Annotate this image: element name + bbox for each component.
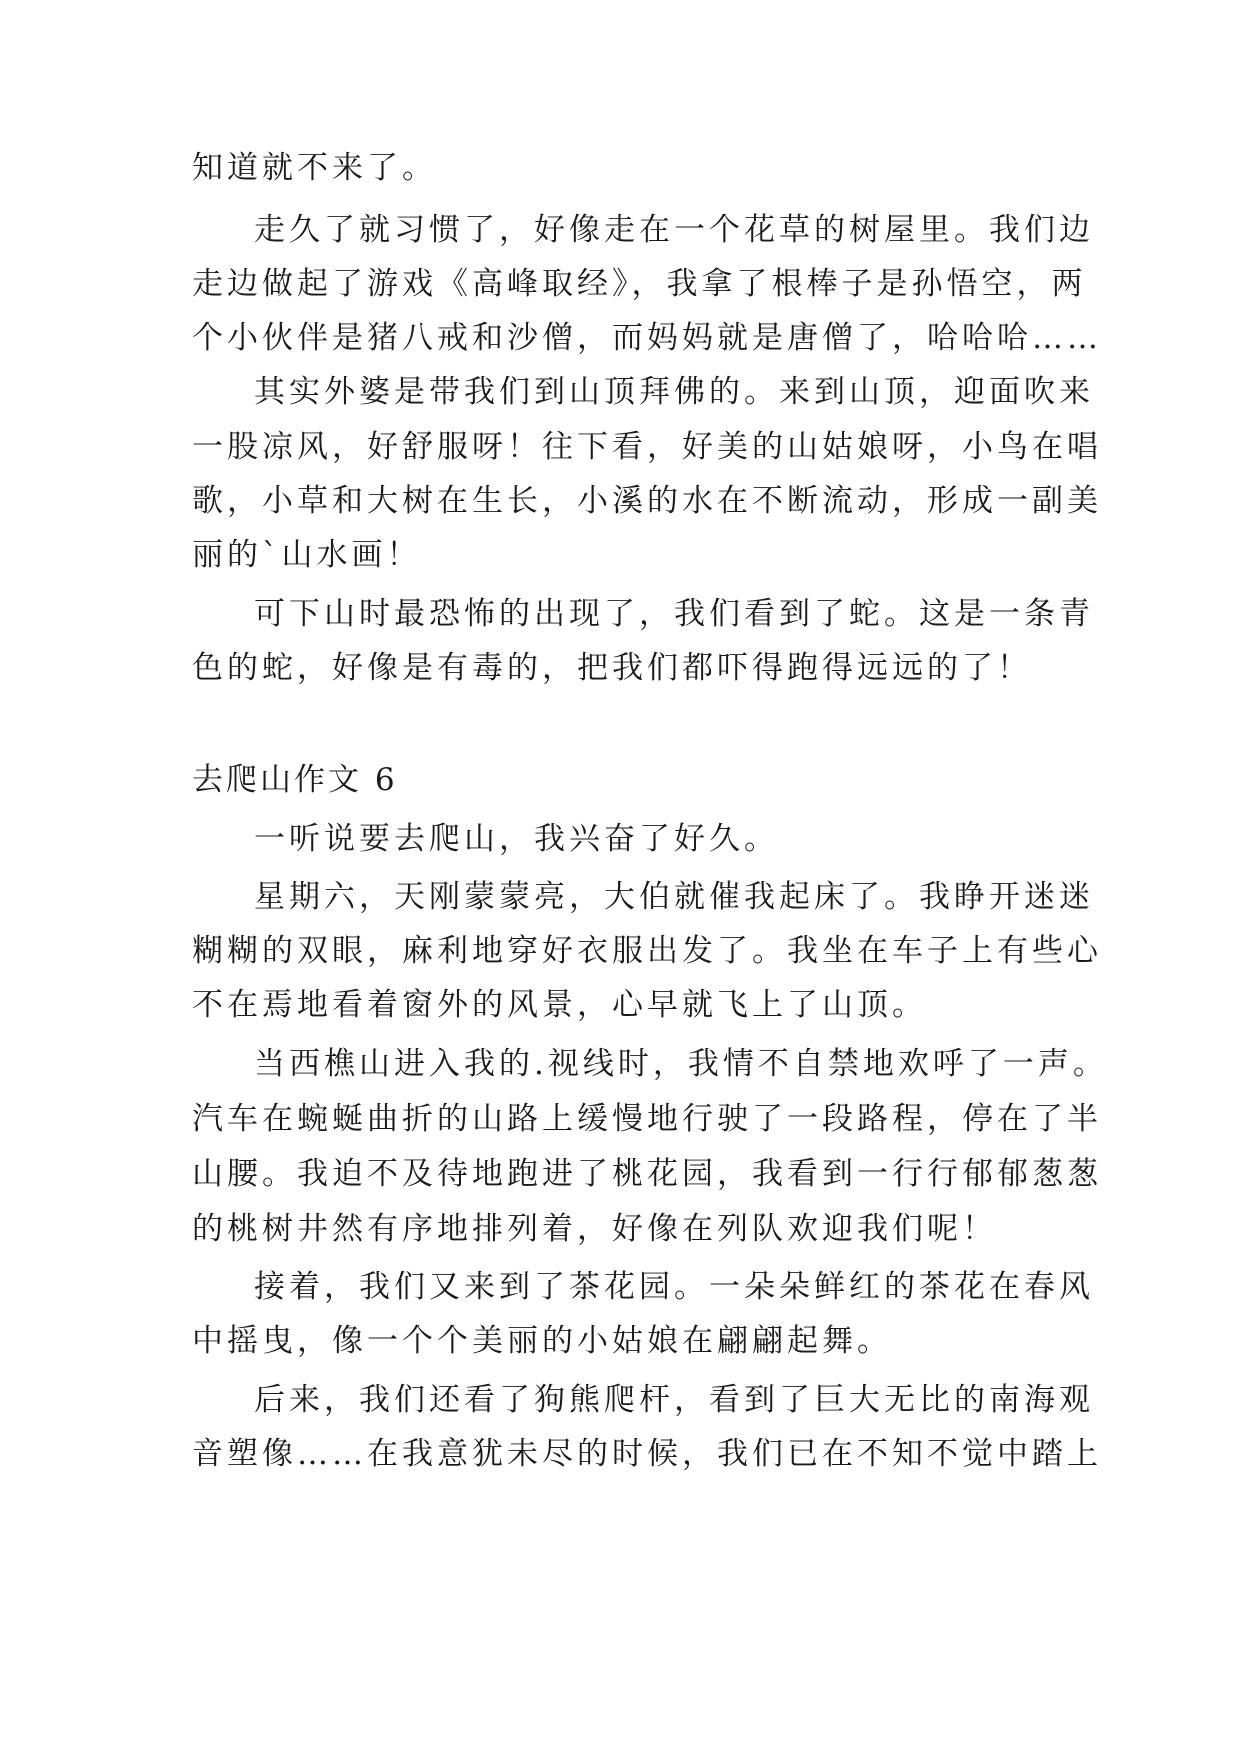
text-line: 山腰。我迫不及待地跑进了桃花园，我看到一行行郁郁葱葱 — [192, 1156, 1102, 1192]
text-line: 一股凉风，好舒服呀！往下看，好美的山姑娘呀，小鸟在唱 — [192, 429, 1102, 465]
text-line: 音塑像……在我意犹未尽的时候，我们已在不知不觉中踏上 — [192, 1436, 1102, 1472]
paragraph-start-line: 星期六，天刚蒙蒙亮，大伯就催我起床了。我睁开迷迷 — [254, 879, 1094, 915]
text-line: 不在焉地看着窗外的风景，心早就飞上了山顶。 — [192, 987, 927, 1023]
text-line: 色的蛇，好像是有毒的，把我们都吓得跑得远远的了！ — [192, 650, 1032, 686]
paragraph-start-line: 当西樵山进入我的.视线时，我情不自禁地欢呼了一声。 — [254, 1046, 1108, 1082]
text-line: 中摇曳，像一个个美丽的小姑娘在翩翩起舞。 — [192, 1323, 892, 1359]
text-line: 走边做起了游戏《高峰取经》，我拿了根棒子是孙悟空，两 — [192, 266, 1087, 302]
paragraph-start-line: 可下山时最恐怖的出现了，我们看到了蛇。这是一条青 — [254, 596, 1094, 632]
text-line: 个小伙伴是猪八戒和沙僧，而妈妈就是唐僧了，哈哈哈…… — [192, 320, 1102, 356]
paragraph-start-line: 后来，我们还看了狗熊爬杆，看到了巨大无比的南海观 — [254, 1382, 1094, 1418]
text-line: 糊糊的双眼，麻利地穿好衣服出发了。我坐在车子上有些心 — [192, 933, 1102, 969]
paragraph-start-line: 一听说要去爬山，我兴奋了好久。 — [254, 821, 779, 857]
text-line: 丽的`山水画！ — [192, 537, 422, 573]
paragraph-start-line: 走久了就习惯了，好像走在一个花草的树屋里。我们边 — [254, 212, 1094, 248]
text-line: 知道就不来了。 — [192, 150, 437, 186]
section-heading: 去爬山作文 6 — [192, 762, 398, 798]
paragraph-start-line: 接着，我们又来到了茶花园。一朵朵鲜红的茶花在春风 — [254, 1269, 1094, 1305]
text-line: 汽车在蜿蜒曲折的山路上缓慢地行驶了一段路程，停在了半 — [192, 1101, 1102, 1137]
text-line: 歌，小草和大树在生长，小溪的水在不断流动，形成一副美 — [192, 483, 1102, 519]
text-line: 的桃树井然有序地排列着，好像在列队欢迎我们呢！ — [192, 1211, 997, 1247]
paragraph-start-line: 其实外婆是带我们到山顶拜佛的。来到山顶，迎面吹来 — [254, 374, 1094, 410]
